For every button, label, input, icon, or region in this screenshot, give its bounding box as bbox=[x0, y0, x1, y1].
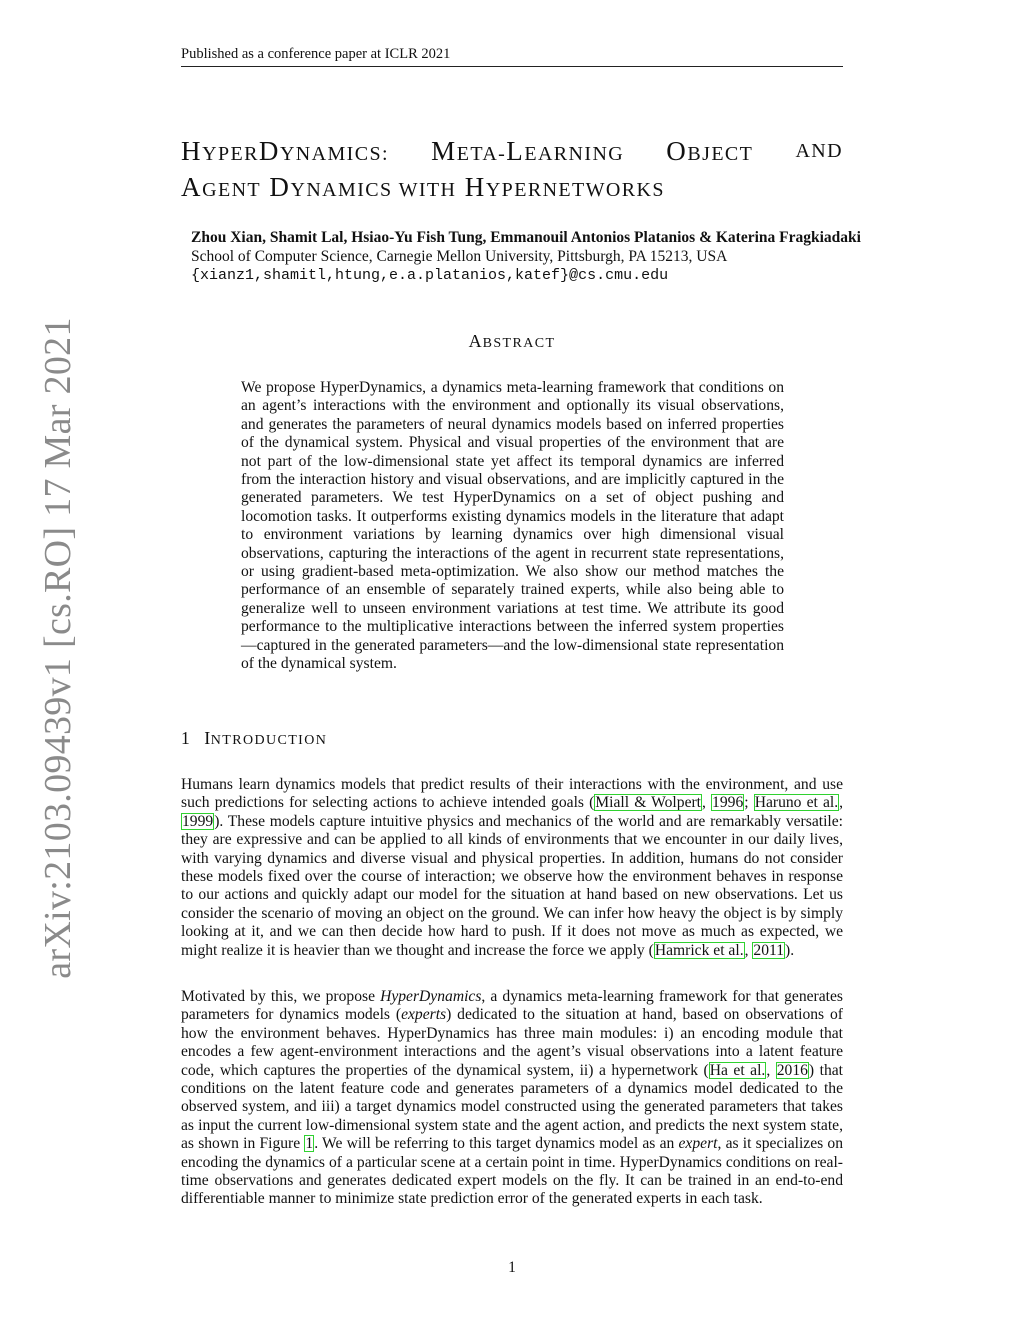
citation-year-link[interactable]: 1996 bbox=[712, 794, 744, 812]
text-run: , bbox=[766, 1061, 776, 1079]
text-run: ). bbox=[785, 941, 795, 959]
title-cap: H bbox=[181, 136, 203, 166]
citation-year-link[interactable]: 2016 bbox=[776, 1061, 808, 1079]
figure-reference-link[interactable]: 1 bbox=[305, 1135, 314, 1153]
text-run: , a dynamics meta-learning framework for that generates parameters for dynamics models ( bbox=[181, 988, 843, 1024]
text-run: , as it specializes on encoding the dynamics of a particular scene at a certain point in time. HyperDynamics conditions on real-time observations and generates dedicated expert models on the fly. It can be trained in an end-to-end differentiable manner to minimize state prediction error of the generated experts in each task. bbox=[181, 1135, 843, 1208]
text-run: . We will be referring to this target dynamics model as an bbox=[314, 1135, 679, 1153]
running-header-text: Published as a conference paper at ICLR 2021 bbox=[181, 46, 451, 62]
intro-paragraph-2 bbox=[181, 988, 843, 1209]
arxiv-sidebar-stamp[interactable]: arXiv:2103.09439v1 [cs.RO] 17 Mar 2021 bbox=[37, 317, 79, 979]
section-heading-introduction bbox=[181, 728, 327, 749]
title-smallcaps: YPERNETWORKS bbox=[485, 179, 665, 201]
citation-link[interactable]: Haruno et al. bbox=[754, 794, 839, 812]
intro-paragraph-1 bbox=[181, 776, 843, 960]
emphasis-text: HyperDynamics bbox=[380, 988, 482, 1005]
citation-year-link[interactable]: 1999 bbox=[182, 812, 214, 830]
title-word-meta-learning bbox=[431, 135, 624, 171]
title-cap: D bbox=[258, 136, 280, 166]
title-word-hyperdynamics bbox=[181, 135, 389, 171]
text-run: ). These models capture intuitive physics and mechanics of the world and are remarkably versatile: they are expressive and can be applied to all kinds of environments that we encounter in our daily lives, with varying dynamics and diverse visual and physical properties. In addition, humans do not consider these models fixed over the course of interaction; we observe how the environment behaves in response to our actions and quickly adapt our model for the situation at hand based on new observations. Let us consider the scenario of moving an object on the ground. We can infer how heavy the object is by simply looking at it, and we can then decide how hard to push. If it does not move as much as expected, we might realize it is heavier than we thought and increase the force we apply ( bbox=[181, 812, 843, 959]
title-cap: L bbox=[506, 136, 525, 166]
title-smallcaps: GENT bbox=[202, 179, 262, 201]
title-smallcaps: EARNING bbox=[524, 143, 625, 165]
emphasis-text: experts bbox=[401, 1006, 447, 1024]
emphasis-text: expert bbox=[678, 1135, 718, 1153]
title-cap: A bbox=[181, 172, 203, 202]
title-word-and: AND bbox=[795, 140, 843, 162]
title-cap: O bbox=[666, 136, 688, 166]
author-block bbox=[191, 228, 951, 285]
citation-link[interactable]: Ha et al. bbox=[709, 1061, 766, 1079]
title-cap: D bbox=[269, 172, 291, 202]
paper-title bbox=[181, 135, 843, 207]
title-cap: H bbox=[464, 172, 486, 202]
title-cap: M bbox=[431, 136, 457, 166]
text-run: , bbox=[744, 941, 753, 959]
title-word-object bbox=[666, 135, 753, 171]
heading-smallcaps: NTRODUCTION bbox=[210, 733, 328, 748]
abstract-body: We propose HyperDynamics, a dynamics meta-learning framework that conditions on an agent’s interactions with the environment and optionally its visual observations, and generates the parameters of neural dynamics models based on inferred properties of the dynamical system. Physical and visual properties of the environment that are not part of the low-dimensional state yet affect its temporal dynamics are inferred from the interaction history and visual observations, and are implicitly captured in the generated parameters. We test HyperDynamics on a set of object pushing and locomotion tasks. It outperforms existing dynamics models in the literature that adapt to environment variations by learning dynamics over high dimensional visual observations, capturing the interactions of the agent in recurrent state representations, or using gradient-based meta-optimization. We also show our method matches the performance of an ensemble of separately trained experts, while also being able to generalize well to unseen environment variations at test time. We attribute its good performance to the multiplicative interactions between the inferred system properties—captured in the generated parameters—and the low-dimensional state representation of the dynamical system. bbox=[241, 379, 784, 673]
author-affiliation: School of Computer Science, Carnegie Mellon University, Pittsburgh, PA 15213, USA bbox=[191, 248, 728, 265]
author-emails[interactable]: {xianz1,shamitl,htung,e.a.platanios,katef}@cs.cmu.edu bbox=[191, 267, 669, 284]
title-smallcaps: YNAMICS WITH bbox=[290, 179, 457, 201]
heading-cap: A bbox=[468, 331, 483, 351]
page-number: 1 bbox=[508, 1259, 516, 1276]
text-run: , bbox=[702, 794, 712, 812]
author-names: Zhou Xian, Shamit Lal, Hsiao-Yu Fish Tung, Emmanouil Antonios Platanios & Katerina Fragkiadaki bbox=[191, 229, 861, 246]
citation-link[interactable]: Hamrick et al. bbox=[654, 941, 744, 959]
title-smallcaps: ETA- bbox=[456, 143, 507, 165]
citation-link[interactable]: Miall & Wolpert bbox=[595, 794, 702, 812]
text-run: ; bbox=[744, 794, 754, 812]
title-line-1 bbox=[181, 135, 843, 171]
citation-year-link[interactable]: 2011 bbox=[753, 941, 784, 959]
running-header bbox=[181, 45, 843, 67]
title-smallcaps: BJECT bbox=[687, 143, 754, 165]
heading-smallcaps: BSTRACT bbox=[482, 336, 556, 351]
title-smallcaps: YNAMICS: bbox=[279, 143, 389, 165]
abstract-heading bbox=[0, 331, 1024, 352]
text-run: ) that conditions on the latent feature code and generates parameters of a dynamics model dedicated to the observed system, and iii) a target dynamics model constructed using the generated parameters that takes as input the current low-dimensional system state and the agent action, and predicts the next system state, as shown in Figure bbox=[181, 1061, 844, 1153]
heading-cap: I bbox=[204, 728, 211, 748]
title-smallcaps: YPER bbox=[202, 143, 259, 165]
text-run: ) dedicated to the situation at hand, based on observations of how the environment behaves. HyperDynamics has three main modules: i) an encoding module that encodes a few agent-environment interactions and the agent’s visual observations into a latent feature code, which captures the properties of the dynamical system, ii) a hypernetwork ( bbox=[181, 1006, 843, 1079]
section-number: 1 bbox=[181, 728, 191, 748]
text-run: , bbox=[839, 794, 844, 812]
text-run: Humans learn dynamics models that predict results of their interactions with the environment, and use such predictions for selecting actions to achieve intended goals ( bbox=[181, 776, 843, 812]
text-run: Motivated by this, we propose bbox=[181, 988, 381, 1005]
title-line-2 bbox=[181, 171, 843, 207]
